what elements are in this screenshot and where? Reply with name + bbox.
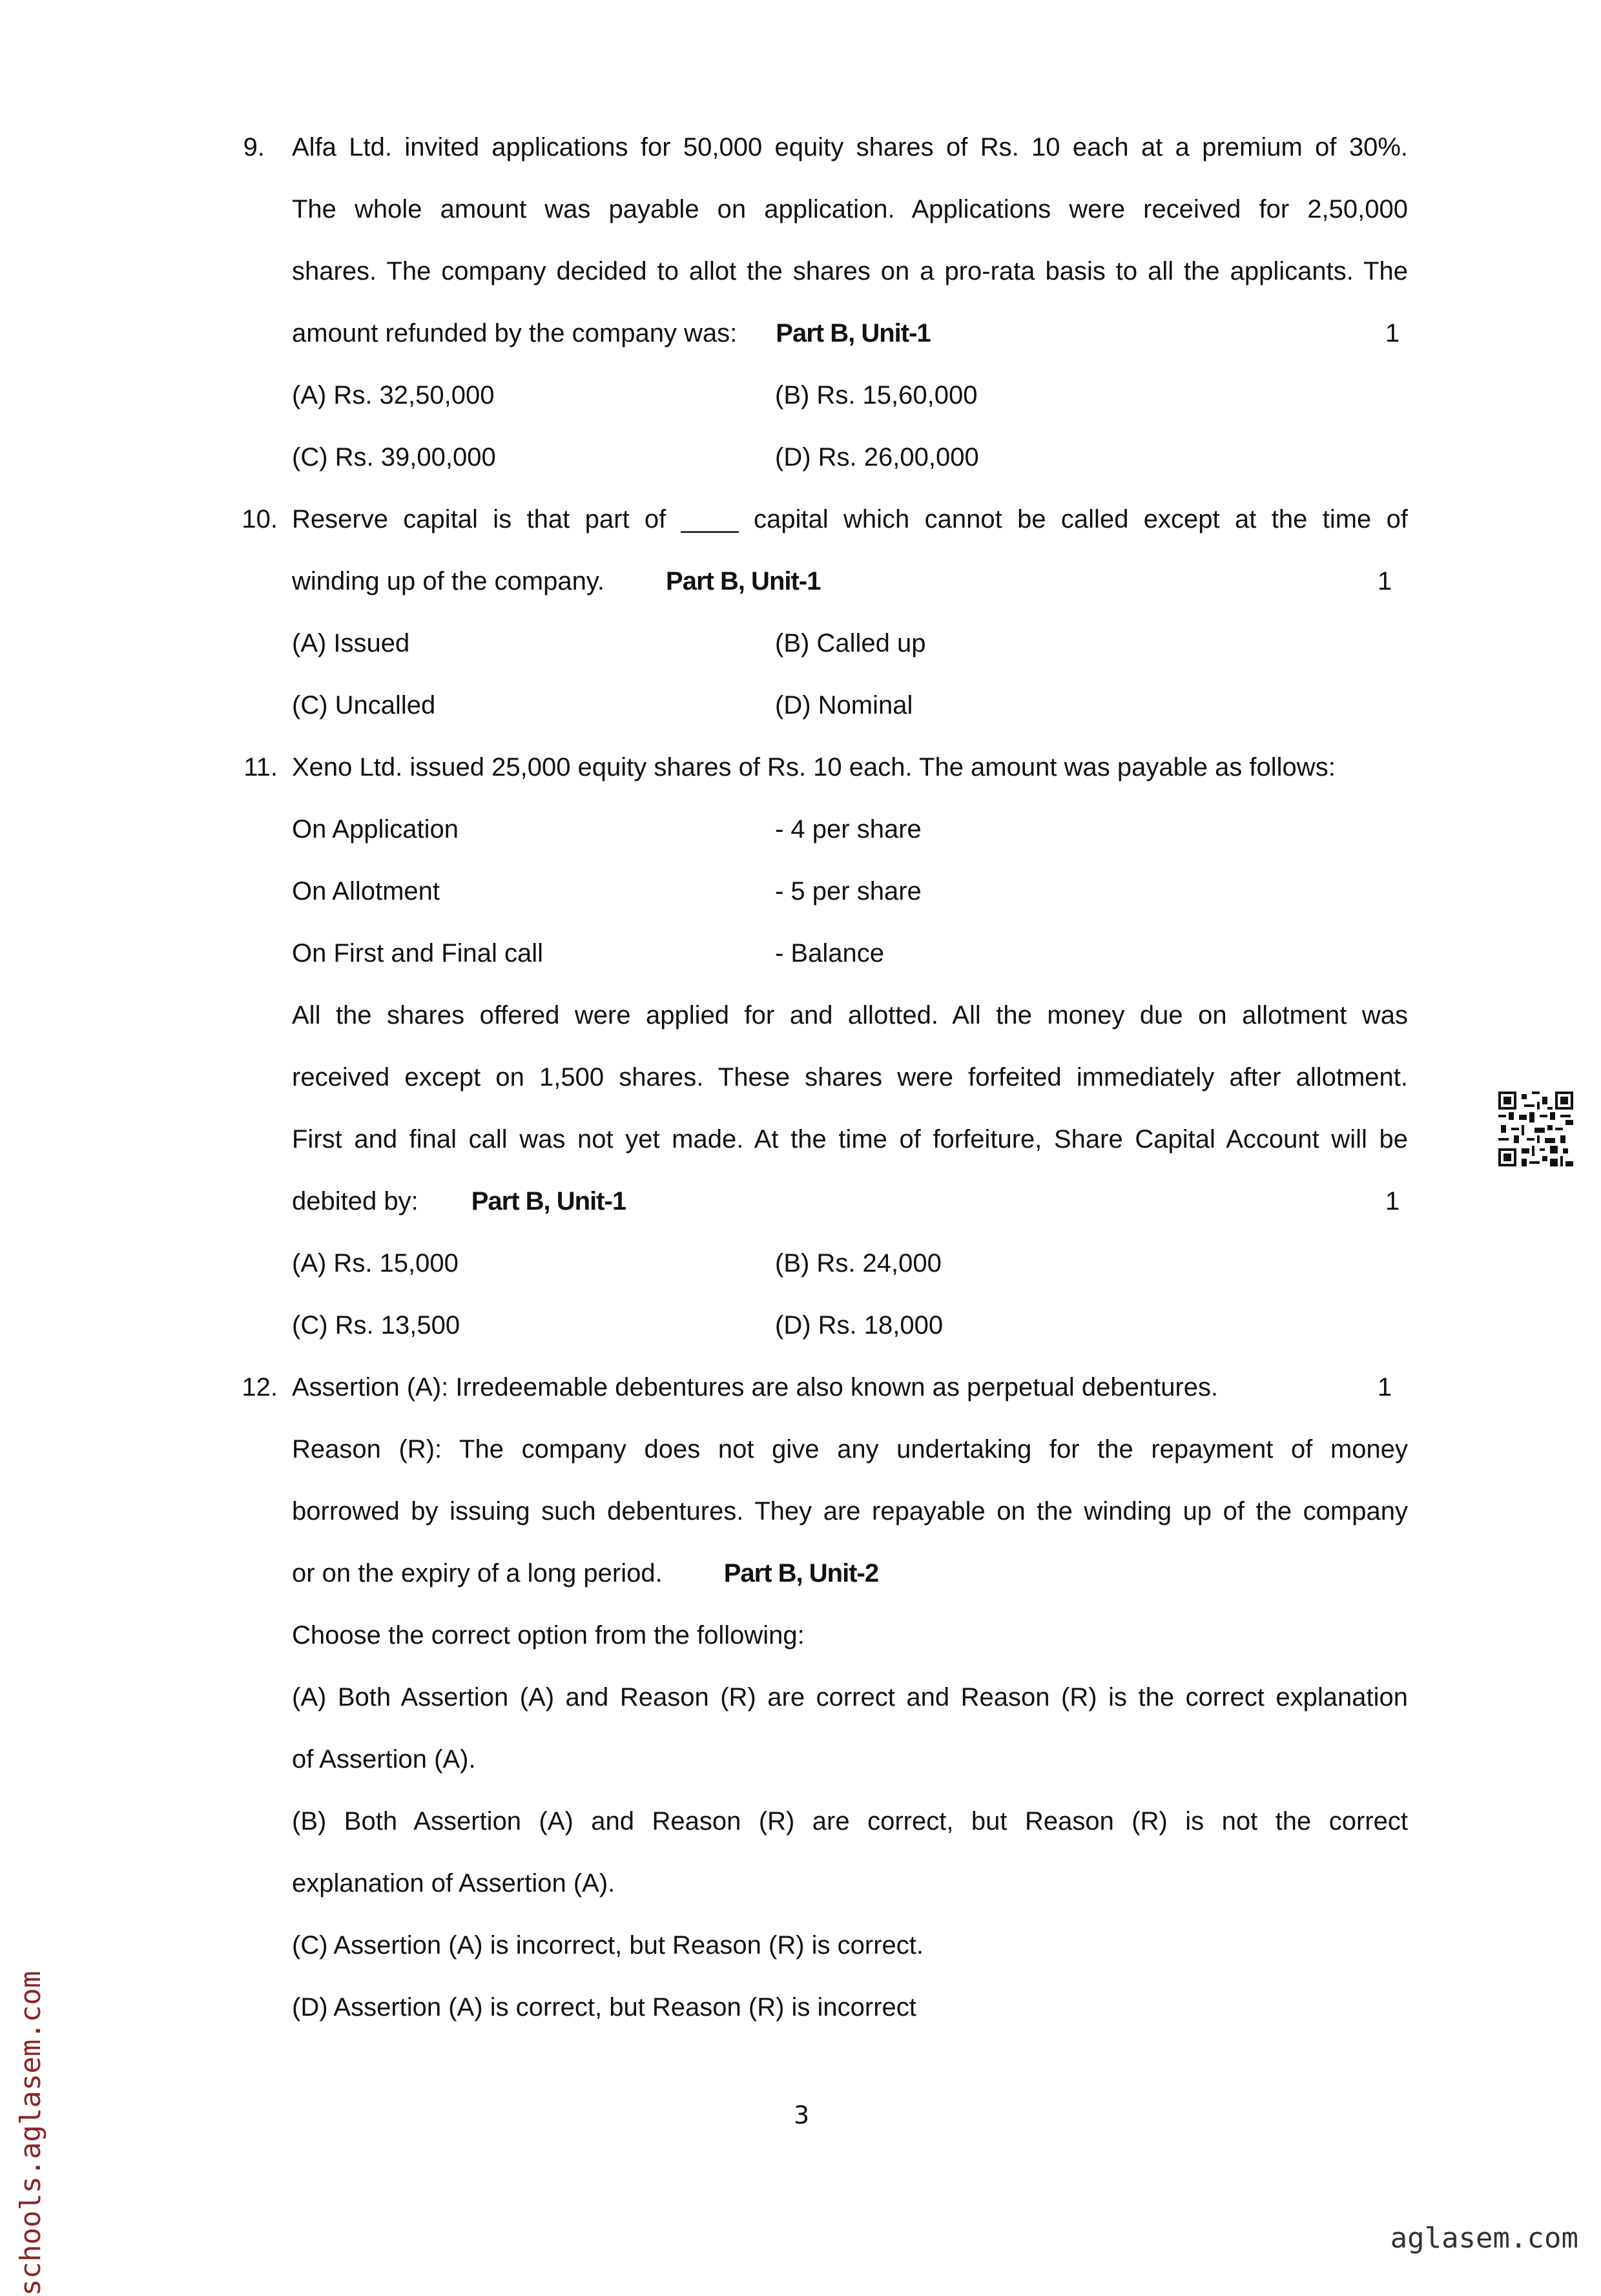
q11-text-line-3: received except on 1,500 shares. These shares were forfeited immediately after allotment. [292, 1063, 1408, 1091]
q10-marks: 1 [1378, 567, 1392, 595]
q12-option-b-line-2: explanation of Assertion (A). [292, 1869, 615, 1898]
q9-option-d: (D) Rs. 26,00,000 [775, 443, 979, 471]
q9-option-a: (A) Rs. 32,50,000 [292, 381, 495, 409]
q10-option-b: (B) Called up [775, 629, 926, 657]
page-number: 3 [794, 2101, 810, 2129]
q12-option-d: (D) Assertion (A) is correct, but Reason (R) is incorrect [292, 1993, 916, 2022]
q10-unit-tag: Part B, Unit-1 [666, 567, 821, 595]
q9-marks: 1 [1385, 319, 1400, 347]
q11-unit-tag: Part B, Unit-1 [471, 1187, 626, 1215]
q10-text-line-1: Reserve capital is that part of ____ capital which cannot be called except at the time of [292, 505, 1408, 533]
q12-option-a-line-2: of Assertion (A). [292, 1745, 476, 1774]
q12-reason-line-2: borrowed by issuing such debentures. They are repayable on the winding up of the company [292, 1497, 1408, 1525]
q9-option-b: (B) Rs. 15,60,000 [775, 381, 978, 409]
q9-text-line-1: Alfa Ltd. invited applications for 50,000 equity shares of Rs. 10 each at a premium of 30%. [292, 133, 1408, 161]
q11-option-c: (C) Rs. 13,500 [292, 1311, 460, 1339]
q12-unit-tag: Part B, Unit-2 [723, 1559, 879, 1588]
q11-text-line-2: All the shares offered were applied for and allotted. All the money due on allotment was [292, 1001, 1408, 1029]
q12-reason-line-3: or on the expiry of a long period. Part B, Unit-2 [292, 1559, 879, 1588]
q11-option-d: (D) Rs. 18,000 [775, 1311, 944, 1339]
q9-text-line-2: The whole amount was payable on application. Applications were received for 2,50,000 [292, 195, 1408, 223]
q9-text-line-3: shares. The company decided to allot the shares on a pro-rata basis to all the applicants. The [292, 257, 1408, 285]
q11-schedule-value-1: - 4 per share [775, 815, 922, 843]
q12-assertion: Assertion (A): Irredeemable debentures are also known as perpetual debentures. [292, 1373, 1219, 1401]
q11-number: 11. [243, 753, 278, 781]
q12-marks: 1 [1378, 1373, 1392, 1401]
q12-option-a-line-1: (A) Both Assertion (A) and Reason (R) are correct and Reason (R) is the correct explanation [292, 1683, 1408, 1712]
q11-schedule-value-3: - Balance [775, 939, 884, 967]
q12-option-b-line-1: (B) Both Assertion (A) and Reason (R) are correct, but Reason (R) is not the correct [292, 1807, 1408, 1836]
q11-text-line-1: Xeno Ltd. issued 25,000 equity shares of Rs. 10 each. The amount was payable as follows: [292, 753, 1336, 781]
q11-marks: 1 [1385, 1187, 1400, 1215]
footer-watermark: aglasem.com [1390, 2222, 1578, 2255]
q11-option-b: (B) Rs. 24,000 [775, 1249, 942, 1277]
q9-text-line-4: amount refunded by the company was: Part B, Unit-1 [292, 319, 931, 347]
q11-schedule-label-1: On Application [292, 815, 459, 843]
q11-schedule-label-2: On Allotment [292, 877, 440, 905]
q12-reason-line-1: Reason (R): The company does not give any undertaking for the repayment of money [292, 1435, 1408, 1463]
q11-schedule-label-3: On First and Final call [292, 939, 544, 967]
q9-unit-tag: Part B, Unit-1 [776, 319, 931, 347]
q10-text-line-2: winding up of the company. Part B, Unit-1 [292, 567, 821, 595]
q11-text-line-4: First and final call was not yet made. At the time of forfeiture, Share Capital Account will be [292, 1125, 1408, 1153]
q12-option-c: (C) Assertion (A) is incorrect, but Reason (R) is correct. [292, 1931, 924, 1960]
q10-option-a: (A) Issued [292, 629, 410, 657]
q9-number: 9. [243, 133, 265, 161]
q11-option-a: (A) Rs. 15,000 [292, 1249, 459, 1277]
q10-option-c: (C) Uncalled [292, 691, 436, 719]
q11-text-line-5: debited by: Part B, Unit-1 [292, 1187, 626, 1215]
side-watermark: schools.aglasem.com [14, 1970, 47, 2296]
q10-option-d: (D) Nominal [775, 691, 913, 719]
q11-schedule-value-2: - 5 per share [775, 877, 922, 905]
q10-number: 10. [242, 505, 278, 533]
q12-instruction: Choose the correct option from the following: [292, 1621, 805, 1650]
q9-option-c: (C) Rs. 39,00,000 [292, 443, 496, 471]
q12-number: 12. [242, 1373, 278, 1401]
qr-code-icon [1498, 1091, 1573, 1166]
